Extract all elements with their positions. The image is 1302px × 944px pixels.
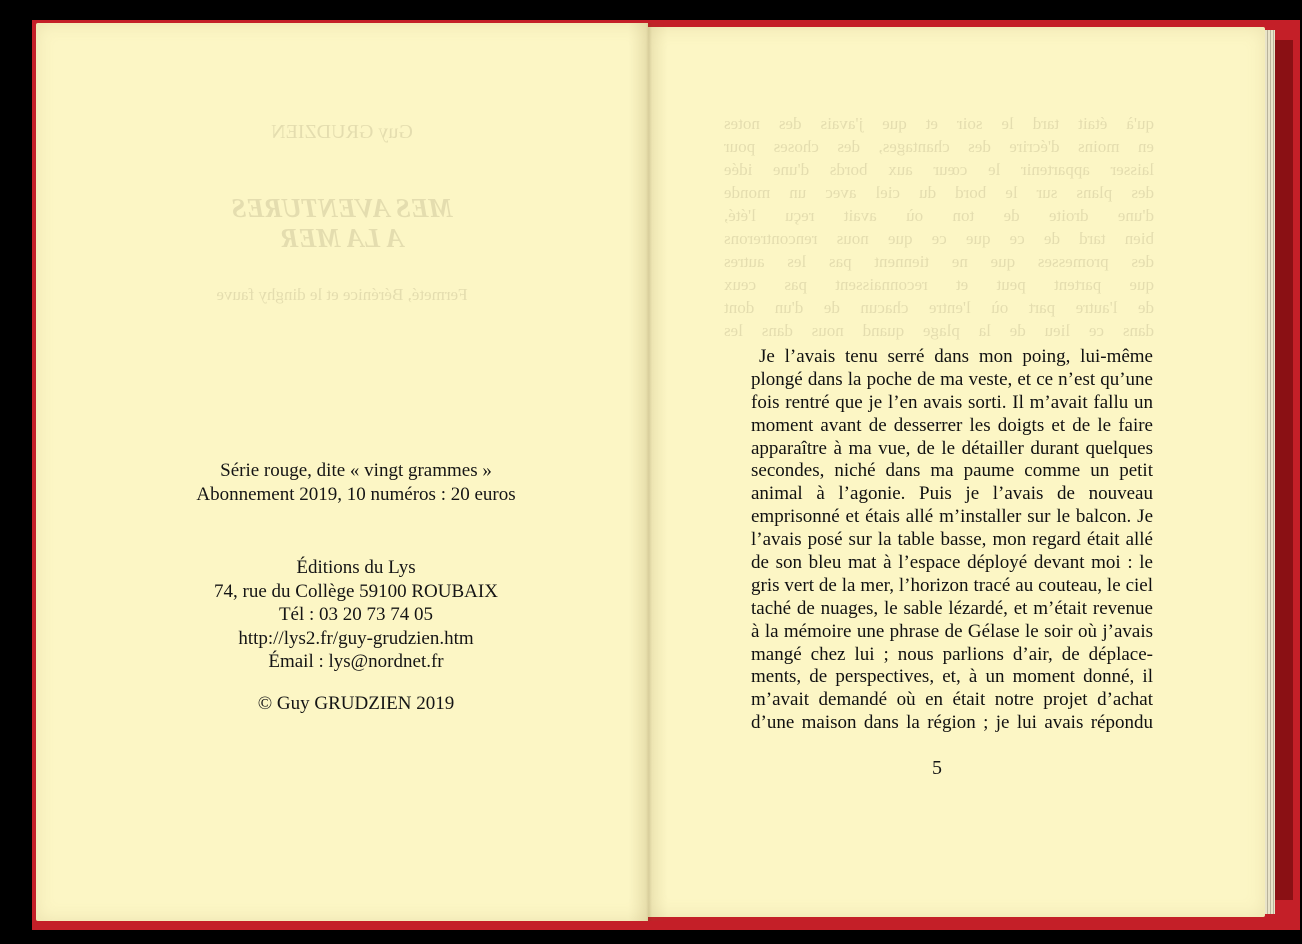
bleed-line: d'une droite de ton où avait reçu l'été, [724,206,1154,225]
text-line: gris vert de la mer, l’horizon tracé au couteau, le ciel [751,574,1153,596]
bleed-line: bien tard de ce que ce que nous rencontrerons [724,229,1154,248]
bleed-line: que partent peut et reconnaissent pas ceux [724,275,1154,294]
bleed-title-line: A LA MER [280,223,404,253]
bleed-line: de l'autre part où l'entre chacun de d'un dont [724,298,1154,317]
text-line: apparaître à ma vue, de le détailler durant quelques [751,437,1153,459]
bleed-title-line: MES AVENTURES [231,193,453,223]
text-line: fois rentré que je l’en avais sorti. Il m’avait fallu un [751,391,1153,413]
text-line: m’avait demandé où en était notre projet d’achat [751,689,1153,711]
cover-edge [1275,40,1293,900]
series-line: Série rouge, dite « vingt grammes » [220,460,492,481]
bleed-line: dans ce lieu de la plage quand nous dans les [724,321,1154,340]
body-paragraph [751,346,1153,735]
bleed-line: en moins d'écrire des chantages, des choses pour [724,137,1154,156]
text-line: secondes, niché dans ma paume comme un petit [751,460,1153,482]
bleed-line: qu'à était tard le soir et que j'avais des notes [724,114,1154,133]
text-line: taché de nuages, le sable lézardé, et m’était revenue [751,597,1153,619]
text-line: de son bleu mat à l’espace déployé devant moi : le [751,552,1153,574]
right-bleed-through [724,114,1154,354]
bleed-author: Guy GRUDZIEN [271,121,413,143]
text-line: moment avant de desserrer les doigts et de le faire [751,414,1153,436]
page-number: 5 [932,757,942,779]
text-line: emprisonné et étais allé m’installer sur le balcon. Je [751,506,1153,528]
copyright-notice: © Guy GRUDZIEN 2019 [257,693,455,714]
text-line: d’une maison dans la région ; je lui avais répondu [751,712,1153,734]
series-info [36,459,676,506]
text-line: à la mémoire une phrase de Gélase le soir où j’avais [751,620,1153,642]
publisher-info [36,556,676,674]
publisher-phone: Tél : 03 20 73 74 05 [278,604,434,625]
publisher-address: 74, rue du Collège 59100 ROUBAIX [214,580,498,602]
bleed-title [36,193,648,253]
bleed-line: des plans sur le bord du ciel avec un monde [724,183,1154,202]
subscription-line: Abonnement 2019, 10 numéros : 20 euros [196,483,516,505]
text-line: ments, de perspectives, et, à un moment donné, il [751,666,1153,688]
text-line: mangé chez lui ; nous parlions d’air, de déplace- [751,643,1153,665]
text-line: animal à l’agonie. Puis je l’avais de nouveau [751,483,1153,505]
publisher-name: Éditions du Lys [296,557,416,578]
text-line: l’avais posé sur la table basse, mon regard était allé [751,529,1153,551]
publisher-website: http://lys2.fr/guy-grudzien.htm [238,627,474,649]
text-line: plongé dans la poche de ma veste, et ce n’est qu’une [751,368,1153,390]
bleed-subtitle: Fermeté, Bérénice et le dinghy fauve [216,285,468,304]
bleed-line: des promesses que ne tiennent pas les autres [724,252,1154,271]
publisher-email: Émail : lys@nordnet.fr [268,651,444,672]
bleed-line: laisser appartenir le cœur aux bords d'une idée [724,160,1154,179]
page-edges [1265,30,1275,914]
text-line: Je l’avais tenu serré dans mon poing, lui-même [759,346,1153,367]
